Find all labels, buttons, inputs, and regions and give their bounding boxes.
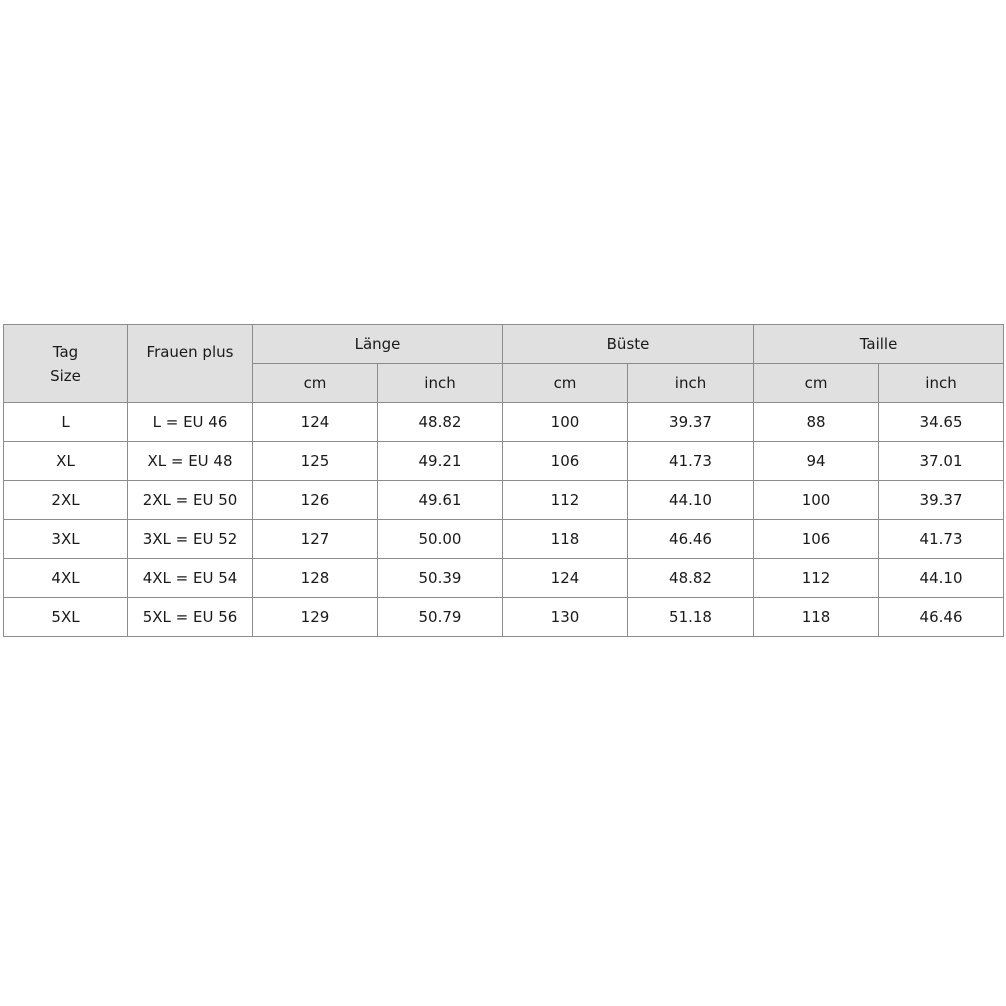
cell-laenge-cm: 124 bbox=[253, 403, 378, 442]
header-unit-cm: cm bbox=[503, 364, 628, 403]
cell-frauen-plus: L = EU 46 bbox=[128, 403, 253, 442]
cell-laenge-cm: 125 bbox=[253, 442, 378, 481]
cell-taille-inch: 41.73 bbox=[879, 520, 1004, 559]
cell-taille-inch: 46.46 bbox=[879, 598, 1004, 637]
cell-bueste-inch: 41.73 bbox=[628, 442, 754, 481]
cell-laenge-cm: 127 bbox=[253, 520, 378, 559]
cell-bueste-cm: 124 bbox=[503, 559, 628, 598]
cell-taille-cm: 88 bbox=[754, 403, 879, 442]
header-frauen-plus bbox=[128, 325, 253, 403]
cell-laenge-inch: 50.39 bbox=[378, 559, 503, 598]
cell-tag-size: XL bbox=[4, 442, 128, 481]
header-unit-cm: cm bbox=[754, 364, 879, 403]
header-unit-inch: inch bbox=[628, 364, 754, 403]
header-group-laenge: Länge bbox=[253, 325, 503, 364]
cell-taille-cm: 94 bbox=[754, 442, 879, 481]
header-unit-cm: cm bbox=[253, 364, 378, 403]
table-row bbox=[4, 403, 1004, 442]
cell-bueste-cm: 112 bbox=[503, 481, 628, 520]
header-tag-size-line1: Tag bbox=[52, 342, 79, 361]
cell-taille-cm: 100 bbox=[754, 481, 879, 520]
cell-bueste-inch: 46.46 bbox=[628, 520, 754, 559]
cell-laenge-inch: 50.00 bbox=[378, 520, 503, 559]
header-tag-size-line2: Size bbox=[50, 366, 81, 385]
header-group-taille: Taille bbox=[754, 325, 1004, 364]
header-frauen-plus-label: Frauen plus bbox=[146, 343, 234, 361]
cell-frauen-plus: 5XL = EU 56 bbox=[128, 598, 253, 637]
cell-bueste-cm: 130 bbox=[503, 598, 628, 637]
cell-laenge-cm: 128 bbox=[253, 559, 378, 598]
cell-laenge-inch: 49.61 bbox=[378, 481, 503, 520]
cell-bueste-inch: 39.37 bbox=[628, 403, 754, 442]
table-header bbox=[4, 325, 1004, 403]
cell-taille-inch: 44.10 bbox=[879, 559, 1004, 598]
cell-taille-cm: 118 bbox=[754, 598, 879, 637]
cell-laenge-inch: 50.79 bbox=[378, 598, 503, 637]
cell-tag-size: L bbox=[4, 403, 128, 442]
cell-bueste-inch: 51.18 bbox=[628, 598, 754, 637]
cell-frauen-plus: 4XL = EU 54 bbox=[128, 559, 253, 598]
cell-tag-size: 4XL bbox=[4, 559, 128, 598]
cell-taille-inch: 39.37 bbox=[879, 481, 1004, 520]
table-row bbox=[4, 481, 1004, 520]
cell-frauen-plus: 2XL = EU 50 bbox=[128, 481, 253, 520]
cell-laenge-inch: 48.82 bbox=[378, 403, 503, 442]
cell-taille-cm: 112 bbox=[754, 559, 879, 598]
cell-laenge-inch: 49.21 bbox=[378, 442, 503, 481]
cell-frauen-plus: 3XL = EU 52 bbox=[128, 520, 253, 559]
cell-laenge-cm: 129 bbox=[253, 598, 378, 637]
cell-bueste-cm: 100 bbox=[503, 403, 628, 442]
cell-frauen-plus: XL = EU 48 bbox=[128, 442, 253, 481]
cell-bueste-cm: 106 bbox=[503, 442, 628, 481]
cell-laenge-cm: 126 bbox=[253, 481, 378, 520]
table-row bbox=[4, 520, 1004, 559]
cell-taille-inch: 37.01 bbox=[879, 442, 1004, 481]
cell-tag-size: 2XL bbox=[4, 481, 128, 520]
size-chart-table bbox=[3, 324, 1004, 637]
table-row bbox=[4, 559, 1004, 598]
header-unit-inch: inch bbox=[879, 364, 1004, 403]
table-row bbox=[4, 442, 1004, 481]
cell-tag-size: 5XL bbox=[4, 598, 128, 637]
cell-tag-size: 3XL bbox=[4, 520, 128, 559]
cell-taille-inch: 34.65 bbox=[879, 403, 1004, 442]
header-unit-inch: inch bbox=[378, 364, 503, 403]
cell-bueste-inch: 44.10 bbox=[628, 481, 754, 520]
cell-bueste-inch: 48.82 bbox=[628, 559, 754, 598]
header-row-groups bbox=[4, 325, 1004, 364]
cell-taille-cm: 106 bbox=[754, 520, 879, 559]
header-tag-size bbox=[4, 325, 128, 403]
table-row bbox=[4, 598, 1004, 637]
table-body bbox=[4, 403, 1004, 637]
cell-bueste-cm: 118 bbox=[503, 520, 628, 559]
header-group-bueste: Büste bbox=[503, 325, 754, 364]
